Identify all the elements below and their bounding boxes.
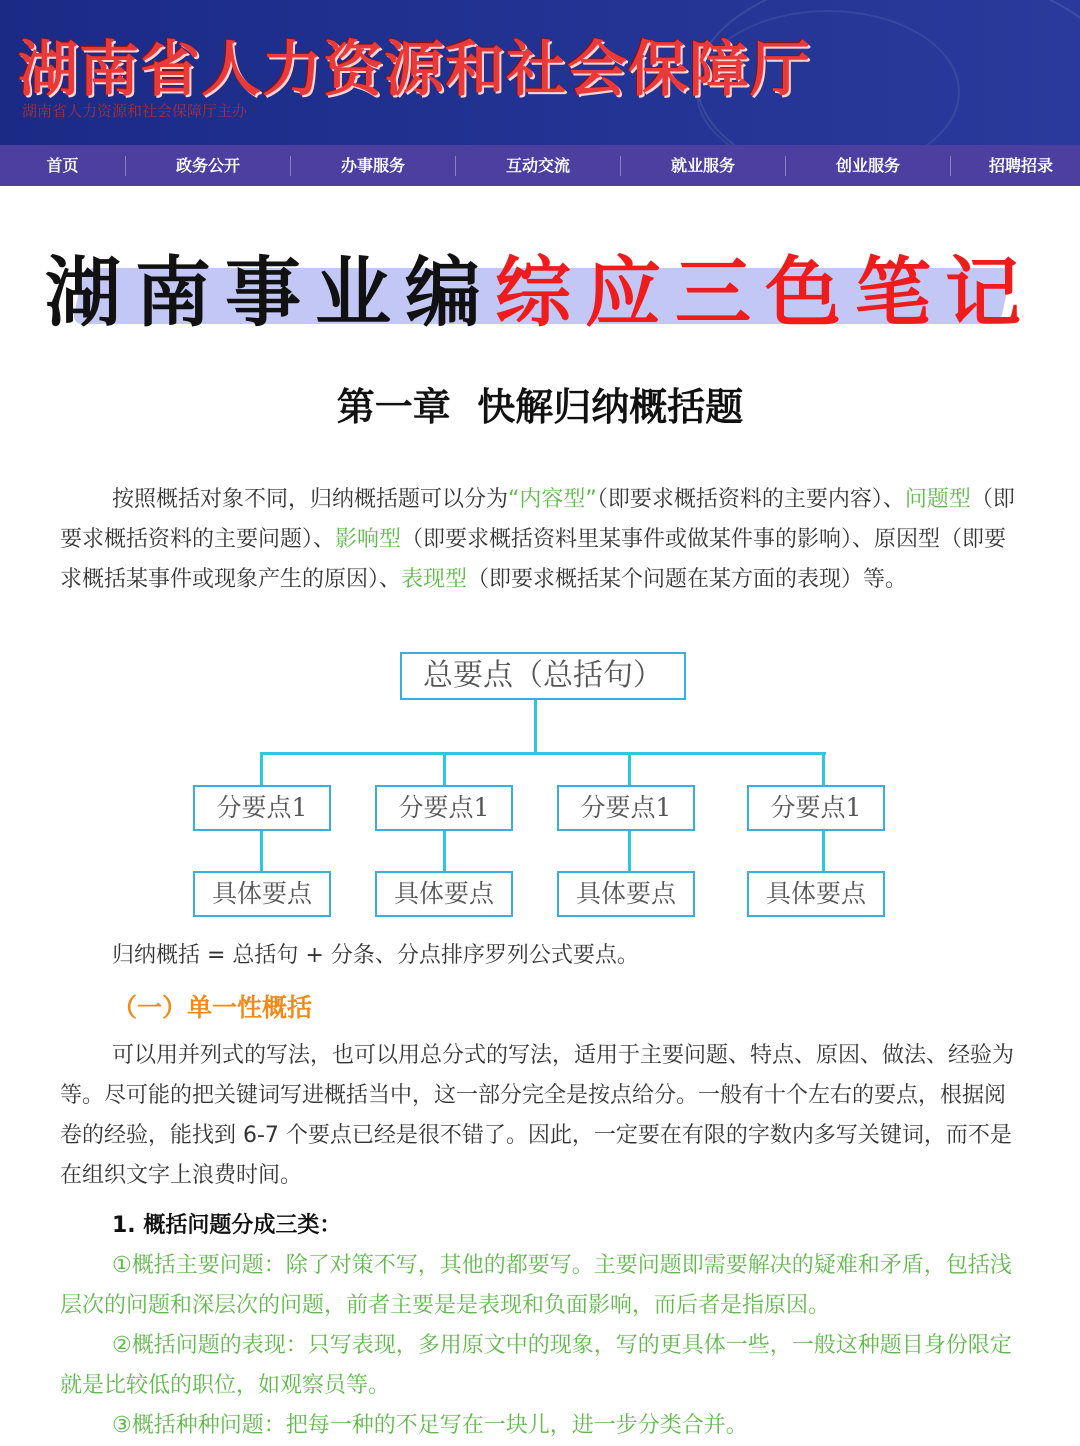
subsection-heading-text: 1. 概括问题分成三类： <box>112 1213 342 1238</box>
nav-item-interaction[interactable]: 互动交流 <box>456 156 621 176</box>
site-subtitle: 湖南省人力资源和社会保障厅主办 <box>22 102 248 120</box>
page-title-black: 湖南事业编 <box>45 248 495 337</box>
subsection-heading <box>60 1206 1020 1246</box>
diagram-detail-point: 具体要点 <box>557 871 695 917</box>
diagram-connector <box>628 830 631 872</box>
intro-text: 按照概括对象不同，归纳概括题可以分为 <box>112 487 509 512</box>
diagram-main-point: 总要点（总括句） <box>400 652 686 700</box>
diagram-connector <box>260 830 263 872</box>
diagram-connector <box>534 698 537 754</box>
intro-text: （即要求概括资料里某事件或做某件事的影响）、原因型（即要求概括某事件或现象产生的原因）、 <box>60 527 1007 592</box>
type-manifestation: 表现型 <box>401 567 468 592</box>
subsection-item-text: ②概括问题的表现：只写表现，多用原文中的现象，写的更具体一些，一般这种题目身份限定就是比较低的职位，如观察员等。 <box>60 1333 1012 1398</box>
page-title <box>0 232 1080 341</box>
section-heading-text: （一）单一性概括 <box>112 993 313 1022</box>
nav-item-recruitment[interactable]: 招聘招录 <box>989 155 1054 175</box>
type-impact: 影响型 <box>335 527 402 552</box>
formula-line <box>60 936 1020 976</box>
section-body <box>60 1036 1020 1196</box>
nav-item-government-affairs[interactable]: 政务公开 <box>126 156 291 176</box>
subsection-item <box>60 1406 1020 1446</box>
diagram-sub-point: 分要点1 <box>747 785 885 831</box>
chapter-title: 第一章 快解归纳概括题 <box>336 385 744 429</box>
intro-text: （即要求概括某个问题在某方面的表现）等。 <box>467 567 908 592</box>
diagram-connector <box>443 752 446 786</box>
formula-text: 归纳概括 = 总括句 + 分条、分点排序罗列公式要点。 <box>112 943 639 968</box>
site-banner <box>0 0 1080 145</box>
subsection-item-text: ③概括种种问题：把每一种的不足写在一块儿，进一步分类合并。 <box>112 1413 748 1438</box>
diagram-sub-point: 分要点1 <box>557 785 695 831</box>
section-heading <box>60 988 1020 1028</box>
intro-text: （即要求概括资料的主要内容）、 <box>596 487 905 512</box>
main-nav <box>0 145 1080 186</box>
diagram-sub-point: 分要点1 <box>193 785 331 831</box>
diagram-detail-point: 具体要点 <box>375 871 513 917</box>
diagram-sub-point: 分要点1 <box>375 785 513 831</box>
nav-item-entrepreneurship[interactable]: 创业服务 <box>786 156 951 176</box>
diagram-connector <box>260 752 826 755</box>
diagram-connector <box>443 830 446 872</box>
diagram-connector <box>822 830 825 872</box>
summary-diagram <box>0 640 1080 930</box>
site-title[interactable]: 湖南省人力资源和社会保障厅 <box>18 35 811 105</box>
diagram-detail-point: 具体要点 <box>747 871 885 917</box>
intro-text: （即要求概括资料的主要问题）、 <box>60 487 1015 552</box>
nav-item-home[interactable]: 首页 <box>0 156 126 176</box>
section-body-text: 可以用并列式的写法，也可以用总分式的写法，适用于主要问题、特点、原因、做法、经验为等。尽可能的把关键词写进概括当中，这一部分完全是按点给分。一般有十个左右的要点，根据阅卷的经验，能找到 6-7 个要点已经是很不错了。因此，一定要在有限的字数内多写关键词，而不是在组织文字上浪费时间。 <box>60 1043 1015 1188</box>
subsection-item <box>60 1326 1020 1406</box>
type-problem: 问题型 <box>904 487 971 512</box>
page-title-red: 综应三色笔记 <box>495 248 1035 337</box>
diagram-connector <box>822 752 825 786</box>
subsection-item-text: ①概括主要问题：除了对策不写，其他的都要写。主要问题即需要解决的疑难和矛盾，包括浅层次的问题和深层次的问题，前者主要是是表现和负面影响，而后者是指原因。 <box>60 1253 1012 1318</box>
type-content: “内容型” <box>508 487 597 512</box>
nav-item-services[interactable]: 办事服务 <box>291 156 456 176</box>
intro-paragraph <box>60 480 1020 600</box>
diagram-detail-point: 具体要点 <box>193 871 331 917</box>
diagram-connector <box>260 752 263 786</box>
nav-item-employment[interactable]: 就业服务 <box>621 156 786 176</box>
diagram-connector <box>628 752 631 786</box>
subsection-item <box>60 1246 1020 1326</box>
